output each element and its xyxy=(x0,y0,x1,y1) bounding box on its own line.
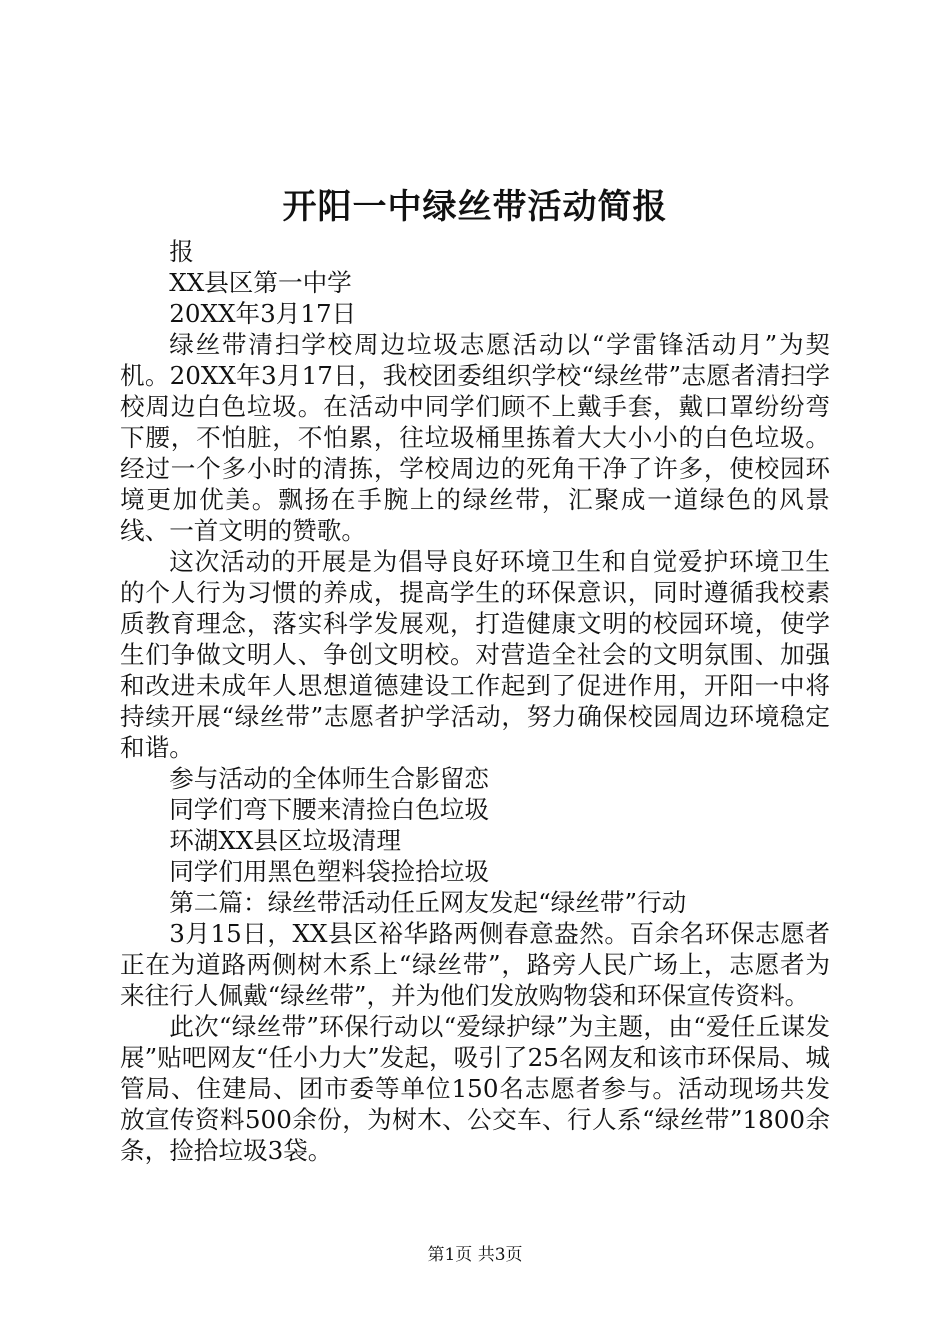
photo-caption: 环湖XX县区垃圾清理 xyxy=(169,826,401,855)
paragraph: 此次“绿丝带”环保行动以“爱绿护绿”为主题，由“爱任丘谋发展”贴吧网友“任小力大”发起，吸引了25名网友和该市环保局、城管局、住建局、团市委等单位150名志愿者参与。活动现场共发放宣传资料500余份，为树木、公交车、行人系“绿丝带”1800余条，捡拾垃圾3袋。 xyxy=(120,1012,830,1165)
header-line-report: 报 xyxy=(169,237,194,266)
paragraph: 这次活动的开展是为倡导良好环境卫生和自觉爱护环境卫生的个人行为习惯的养成，提高学生的环保意识，同时遵循我校素质教育理念，落实科学发展观，打造健康文明的校园环境，使学生们争做文明人、争创文明校。对营造全社会的文明氛围、加强和改进未成年人思想道德建设工作起到了促进作用，开阳一中将持续开展“绿丝带”志愿者护学活动，努力确保校园周边环境稳定和谐。 xyxy=(120,547,830,762)
photo-caption: 同学们弯下腰来清捡白色垃圾 xyxy=(169,795,489,824)
paragraph: 绿丝带清扫学校周边垃圾志愿活动以“学雷锋活动月”为契机。20XX年3月17日，我校团委组织学校“绿丝带”志愿者清扫学校周边白色垃圾。在活动中同学们顾不上戴手套，戴口罩纷纷弯下腰，不怕脏，不怕累，往垃圾桶里拣着大大小小的白色垃圾。经过一个多小时的清拣，学校周边的死角干净了许多，使校园环境更加优美。飘扬在手腕上的绿丝带，汇聚成一道绿色的风景线、一首文明的赞歌。 xyxy=(120,330,830,545)
photo-caption: 参与活动的全体师生合影留恋 xyxy=(169,764,489,793)
document-title: 开阳一中绿丝带活动简报 xyxy=(282,187,668,227)
document-body xyxy=(120,236,830,1166)
section-heading: 第二篇：绿丝带活动任丘网友发起“绿丝带”行动 xyxy=(169,888,687,917)
paragraph: 3月15日，XX县区裕华路两侧春意盎然。百余名环保志愿者正在为道路两侧树木系上“绿丝带”，路旁人民广场上，志愿者为来往行人佩戴“绿丝带”，并为他们发放购物袋和环保宣传资料。 xyxy=(120,919,830,1010)
header-line-date: 20XX年3月17日 xyxy=(169,299,357,328)
header-line-school: XX县区第一中学 xyxy=(169,268,352,297)
photo-caption: 同学们用黑色塑料袋捡拾垃圾 xyxy=(169,857,489,886)
page-footer: 第1页 共3页 xyxy=(427,1245,523,1265)
